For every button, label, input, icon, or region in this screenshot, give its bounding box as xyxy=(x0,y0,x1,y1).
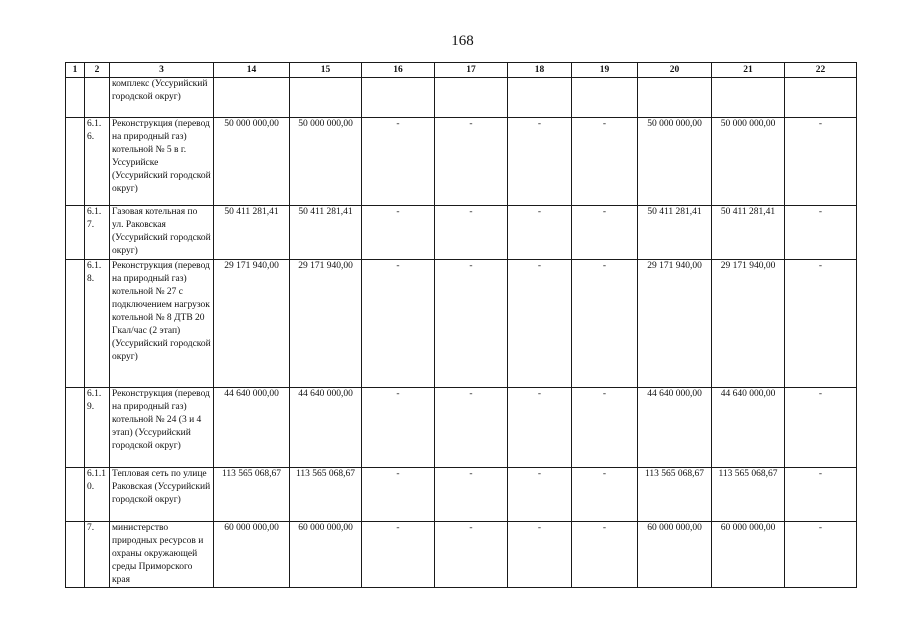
column-header: 2 xyxy=(85,63,110,78)
row-cell-col1 xyxy=(66,468,85,522)
column-header: 19 xyxy=(572,63,638,78)
table-row xyxy=(66,522,857,588)
value-col22: - xyxy=(785,522,857,588)
item-name: Реконструкция (перевод на природный газ) котельной № 27 с подключением нагрузок котельной № 8 ДТВ 20 Гкал/час (2 этап) (Уссурийский городской округ) xyxy=(110,260,214,388)
column-header: 14 xyxy=(214,63,290,78)
value-col18: - xyxy=(508,206,572,260)
value-col22 xyxy=(785,78,857,118)
header-row xyxy=(66,63,857,78)
value-col14 xyxy=(214,78,290,118)
value-col14: 113 565 068,67 xyxy=(214,468,290,522)
column-header: 3 xyxy=(110,63,214,78)
item-name: Газовая котельная по ул. Раковская (Уссурийский городской округ) xyxy=(110,206,214,260)
value-col17 xyxy=(435,78,508,118)
value-col16: - xyxy=(362,260,435,388)
value-col15 xyxy=(290,78,362,118)
table-row xyxy=(66,468,857,522)
item-number: 6.1.8. xyxy=(85,260,110,388)
value-col15: 44 640 000,00 xyxy=(290,388,362,468)
value-col22: - xyxy=(785,260,857,388)
value-col20: 113 565 068,67 xyxy=(638,468,712,522)
table-row xyxy=(66,260,857,388)
column-header: 1 xyxy=(66,63,85,78)
table-row xyxy=(66,388,857,468)
value-col17: - xyxy=(435,388,508,468)
value-col18: - xyxy=(508,388,572,468)
column-header: 20 xyxy=(638,63,712,78)
value-col21: 50 411 281,41 xyxy=(712,206,785,260)
item-name: Реконструкция (перевод на природный газ) котельной № 5 в г. Уссурийске (Уссурийский городской округ) xyxy=(110,118,214,206)
value-col16: - xyxy=(362,388,435,468)
value-col17: - xyxy=(435,522,508,588)
table-row xyxy=(66,78,857,118)
column-header: 16 xyxy=(362,63,435,78)
value-col15: 29 171 940,00 xyxy=(290,260,362,388)
item-number: 7. xyxy=(85,522,110,588)
table-row xyxy=(66,118,857,206)
row-cell-col1 xyxy=(66,260,85,388)
value-col21: 50 000 000,00 xyxy=(712,118,785,206)
value-col14: 44 640 000,00 xyxy=(214,388,290,468)
item-name: Реконструкция (перевод на природный газ) котельной № 24 (3 и 4 этап) (Уссурийский городской округ) xyxy=(110,388,214,468)
item-name: министерство природных ресурсов и охраны окружающей среды Приморского края xyxy=(110,522,214,588)
value-col21 xyxy=(712,78,785,118)
value-col16: - xyxy=(362,522,435,588)
column-header: 22 xyxy=(785,63,857,78)
value-col17: - xyxy=(435,118,508,206)
value-col16 xyxy=(362,78,435,118)
value-col20: 60 000 000,00 xyxy=(638,522,712,588)
value-col20: 50 000 000,00 xyxy=(638,118,712,206)
value-col22: - xyxy=(785,118,857,206)
value-col19 xyxy=(572,78,638,118)
item-number: 6.1.6. xyxy=(85,118,110,206)
row-cell-col1 xyxy=(66,522,85,588)
item-number: 6.1.10. xyxy=(85,468,110,522)
value-col17: - xyxy=(435,260,508,388)
value-col19: - xyxy=(572,206,638,260)
value-col19: - xyxy=(572,260,638,388)
column-header: 18 xyxy=(508,63,572,78)
value-col18: - xyxy=(508,468,572,522)
value-col19: - xyxy=(572,468,638,522)
value-col14: 50 000 000,00 xyxy=(214,118,290,206)
value-col18 xyxy=(508,78,572,118)
value-col19: - xyxy=(572,522,638,588)
value-col21: 60 000 000,00 xyxy=(712,522,785,588)
item-number: 6.1.9. xyxy=(85,388,110,468)
value-col14: 50 411 281,41 xyxy=(214,206,290,260)
value-col20: 50 411 281,41 xyxy=(638,206,712,260)
value-col18: - xyxy=(508,260,572,388)
item-name: Тепловая сеть по улице Раковская (Уссурийский городской округ) xyxy=(110,468,214,522)
budget-table xyxy=(65,62,857,588)
value-col18: - xyxy=(508,118,572,206)
value-col21: 113 565 068,67 xyxy=(712,468,785,522)
row-cell-col1 xyxy=(66,206,85,260)
row-cell-col1 xyxy=(66,118,85,206)
column-header: 17 xyxy=(435,63,508,78)
value-col22: - xyxy=(785,388,857,468)
value-col15: 50 411 281,41 xyxy=(290,206,362,260)
row-cell-col1 xyxy=(66,388,85,468)
value-col16: - xyxy=(362,206,435,260)
value-col18: - xyxy=(508,522,572,588)
column-header: 21 xyxy=(712,63,785,78)
value-col20: 29 171 940,00 xyxy=(638,260,712,388)
value-col16: - xyxy=(362,468,435,522)
value-col15: 60 000 000,00 xyxy=(290,522,362,588)
value-col21: 44 640 000,00 xyxy=(712,388,785,468)
value-col21: 29 171 940,00 xyxy=(712,260,785,388)
value-col16: - xyxy=(362,118,435,206)
item-number: 6.1.7. xyxy=(85,206,110,260)
value-col20: 44 640 000,00 xyxy=(638,388,712,468)
value-col17: - xyxy=(435,468,508,522)
value-col19: - xyxy=(572,118,638,206)
value-col14: 60 000 000,00 xyxy=(214,522,290,588)
value-col15: 113 565 068,67 xyxy=(290,468,362,522)
value-col19: - xyxy=(572,388,638,468)
column-header: 15 xyxy=(290,63,362,78)
item-number xyxy=(85,78,110,118)
value-col15: 50 000 000,00 xyxy=(290,118,362,206)
table-row xyxy=(66,206,857,260)
value-col22: - xyxy=(785,468,857,522)
page-number: 168 xyxy=(451,33,474,49)
item-name: комплекс (Уссурийский городской округ) xyxy=(110,78,214,118)
value-col17: - xyxy=(435,206,508,260)
row-cell-col1 xyxy=(66,78,85,118)
value-col14: 29 171 940,00 xyxy=(214,260,290,388)
value-col20 xyxy=(638,78,712,118)
value-col22: - xyxy=(785,206,857,260)
